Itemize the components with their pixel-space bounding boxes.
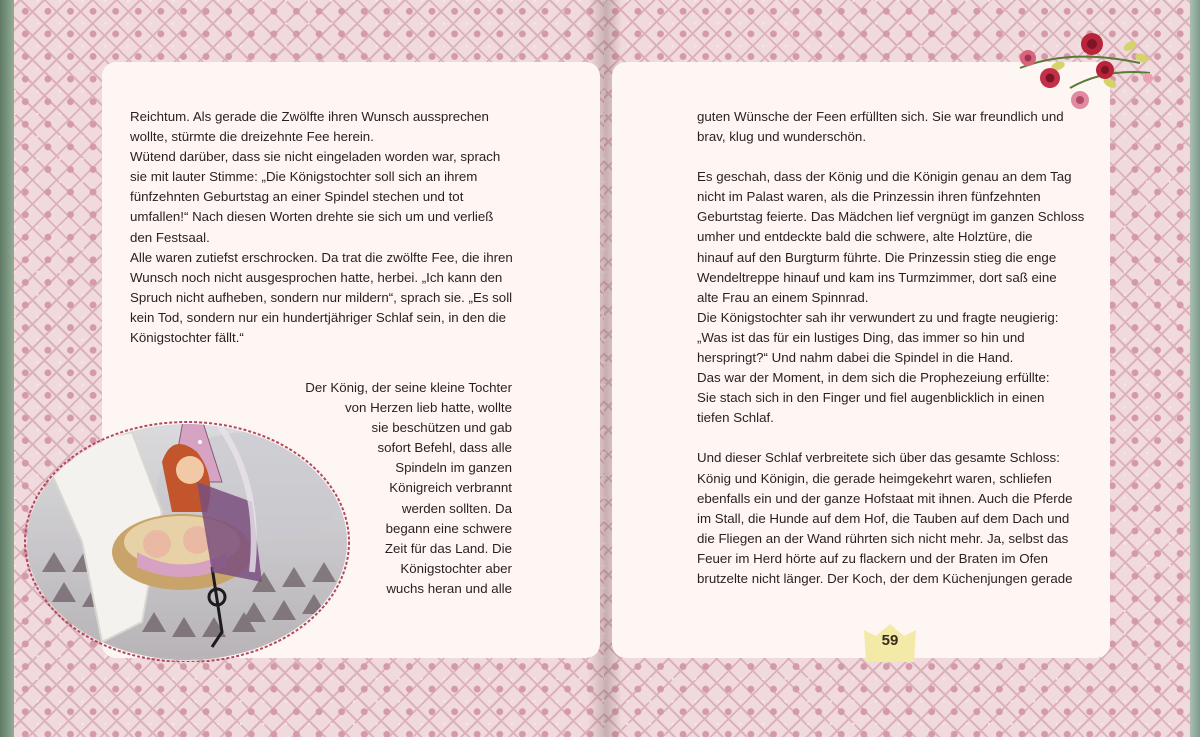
text-line: ebenfalls ein und der ganze Hofstaat mit ihnen. Auch die Pferde	[697, 490, 1073, 506]
paragraph-gap	[697, 147, 1084, 167]
text-line: Feuer im Herd hörte auf zu flackern und der Braten im Ofen	[697, 550, 1049, 566]
text-line: Königstochter aber	[400, 560, 512, 576]
text-line: wollte, stürmte die dreizehnte Fee herein.	[130, 129, 374, 145]
text-line: alte Frau an einem Spinnrad.	[697, 289, 869, 305]
text-line: Der König, der seine kleine Tochter	[305, 380, 512, 395]
text-line: Geburtstag feierte. Das Mädchen lief vergnügt im ganzen Schloss	[697, 209, 1085, 225]
text-line: guten Wünsche der Feen erfüllten sich. Sie war freundlich und	[697, 109, 1064, 124]
text-line: sie beschützen und gab	[371, 420, 512, 436]
paragraph-gap	[697, 428, 1084, 448]
text-line: Sie stach sich in den Finger und fiel augenblicklich in einen	[697, 390, 1045, 406]
text-line: Zeit für das Land. Die	[384, 540, 512, 556]
text-line: Es geschah, dass der König und die Königin genau an dem Tag	[697, 169, 1072, 185]
text-line: hinauf auf den Burgturm führte. Die Prinzessin stieg die enge	[697, 249, 1057, 265]
book-cover-left-edge	[0, 0, 14, 737]
text-line: Spindeln im ganzen	[395, 460, 512, 476]
book-cover-right-edge	[1190, 0, 1200, 737]
page-number: 59	[881, 632, 899, 649]
text-line: begann eine schwere	[385, 520, 512, 536]
text-line: Das war der Moment, in dem sich die Prophezeiung erfüllte:	[697, 370, 1050, 386]
text-line: werden sollten. Da	[401, 500, 512, 516]
fairy-at-cradle-illustration	[22, 392, 362, 662]
rose-ornament	[1010, 28, 1158, 118]
text-line: Wunsch noch nicht ausgesprochen hatte, herbei. „Ich kann den	[130, 269, 503, 285]
text-line: Und dieser Schlaf verbreitete sich über das gesamte Schloss:	[697, 450, 1060, 466]
text-line: umher und entdeckte bald die schwere, alte Holztüre, die	[697, 229, 1033, 245]
text-line: die Fliegen an der Wand rührten sich nicht mehr. Ja, selbst das	[697, 530, 1069, 546]
text-line: sofort Befehl, dass alle	[377, 440, 512, 456]
text-line: Spruch nicht aufheben, sondern nur mildern“, sprach sie. „Es soll	[130, 289, 513, 305]
text-line: fünfzehnten Geburtstag an einer Spindel stechen und tot	[130, 189, 464, 205]
left-page-text	[130, 107, 513, 348]
text-line: den Festsaal.	[130, 229, 210, 245]
text-line: tiefen Schlaf.	[697, 410, 774, 426]
text-line: von Herzen lieb hatte, wollte	[344, 400, 512, 416]
text-line: herspringt?“ Und nahm dabei die Spindel in die Hand.	[697, 350, 1014, 366]
text-line: Wütend darüber, dass sie nicht eingeladen worden war, sprach	[130, 149, 501, 165]
text-line: Alle waren zutiefst erschrocken. Da trat die zwölfte Fee, die ihren	[130, 249, 513, 265]
text-line: kein Tod, sondern nur ein hundertjähriger Schlaf sein, in den die	[130, 309, 507, 325]
text-line: brav, klug und wunderschön.	[697, 129, 867, 145]
text-line: König und Königin, die gerade heimgekehrt waren, schliefen	[697, 470, 1052, 486]
text-line: nicht im Palast waren, als die Prinzessin ihren fünfzehnten	[697, 189, 1041, 205]
text-line: brutzelte nicht länger. Der Koch, der dem Küchenjungen gerade	[697, 570, 1073, 586]
page-number-badge	[860, 622, 920, 664]
text-line: Die Königstochter sah ihr verwundert zu und fragte neugierig:	[697, 309, 1059, 325]
text-line: Wendeltreppe hinauf und kam ins Turmzimmer, dort saß eine	[697, 269, 1057, 285]
text-line: wuchs heran und alle	[386, 580, 512, 596]
text-line: umfallen!“ Nach diesen Worten drehte sie sich um und verließ	[130, 209, 494, 225]
text-line: im Stall, die Hunde auf dem Hof, die Tauben auf dem Dach und	[697, 510, 1070, 526]
text-line: Königstochter fällt.“	[130, 330, 244, 346]
text-line: sie mit lauter Stimme: „Die Königstochter soll sich an ihrem	[130, 169, 478, 185]
text-line: Reichtum. Als gerade die Zwölfte ihren Wunsch aussprechen	[130, 109, 489, 124]
right-page-text	[697, 107, 1084, 589]
text-line: „Was ist das für ein lustiges Ding, das immer so hin und	[697, 329, 1025, 345]
text-line: Königreich verbrannt	[389, 480, 512, 496]
